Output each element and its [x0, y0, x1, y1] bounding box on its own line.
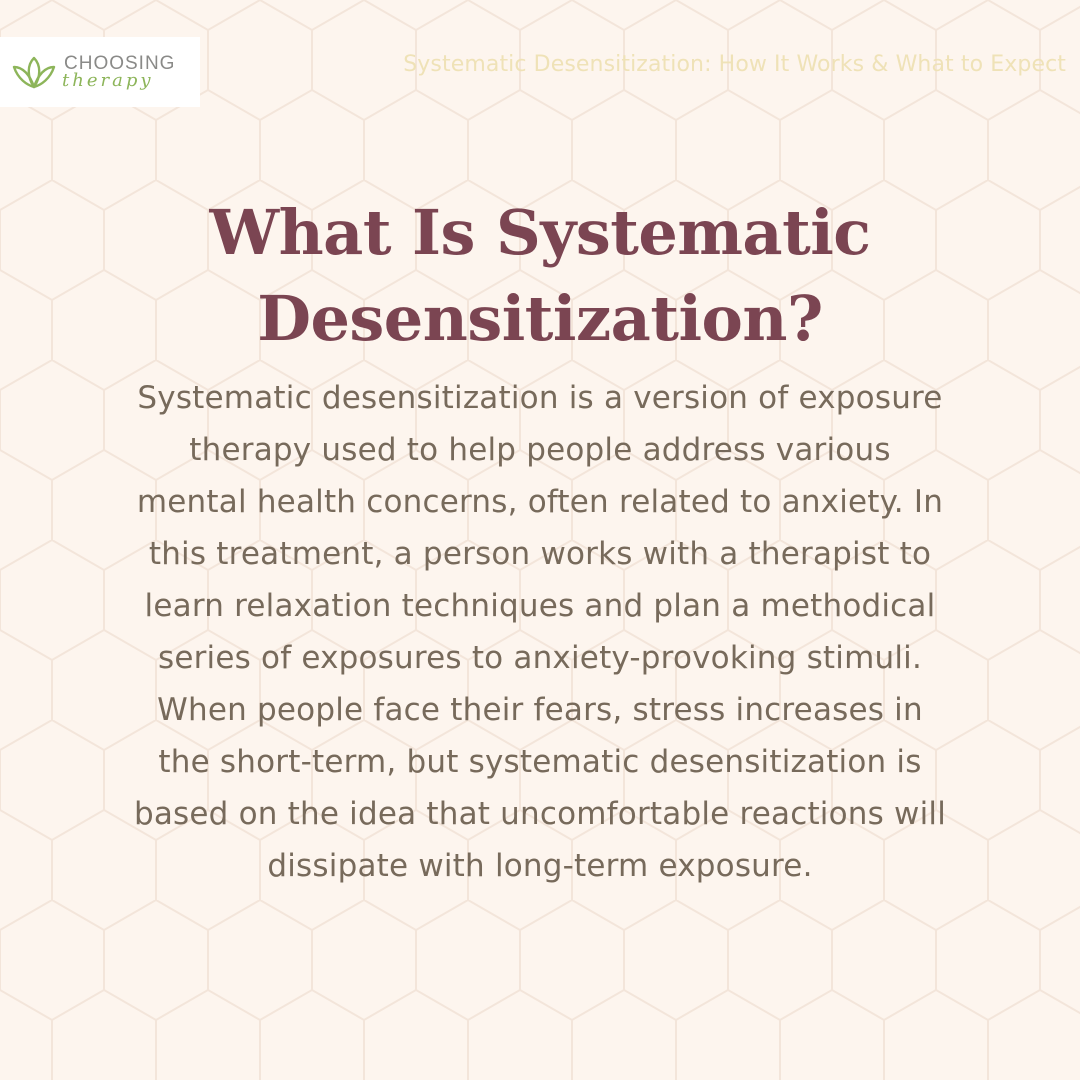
brand-name: CHOOSING	[64, 53, 176, 74]
brand-logo[interactable]	[0, 37, 200, 107]
brand-script: therapy	[62, 70, 154, 91]
page-title: What Is Systematic Desensitization?	[209, 196, 871, 355]
article-tagline: Systematic Desensitization: How It Works & What to Expect	[403, 52, 1066, 77]
body-paragraph: Systematic desensitization is a version of exposure therapy used to help people address various mental health concerns, often related to anxiety. In this treatment, a person works with a therapist to learn relaxation techniques and plan a methodical series of exposures to anxiety-provoking stimuli. When people face their fears, stress increases in the short-term, but systematic desensitization is based on the idea that uncomfortable reactions will dissipate with long-term exposure.	[133, 380, 947, 884]
lotus-icon	[10, 53, 58, 91]
